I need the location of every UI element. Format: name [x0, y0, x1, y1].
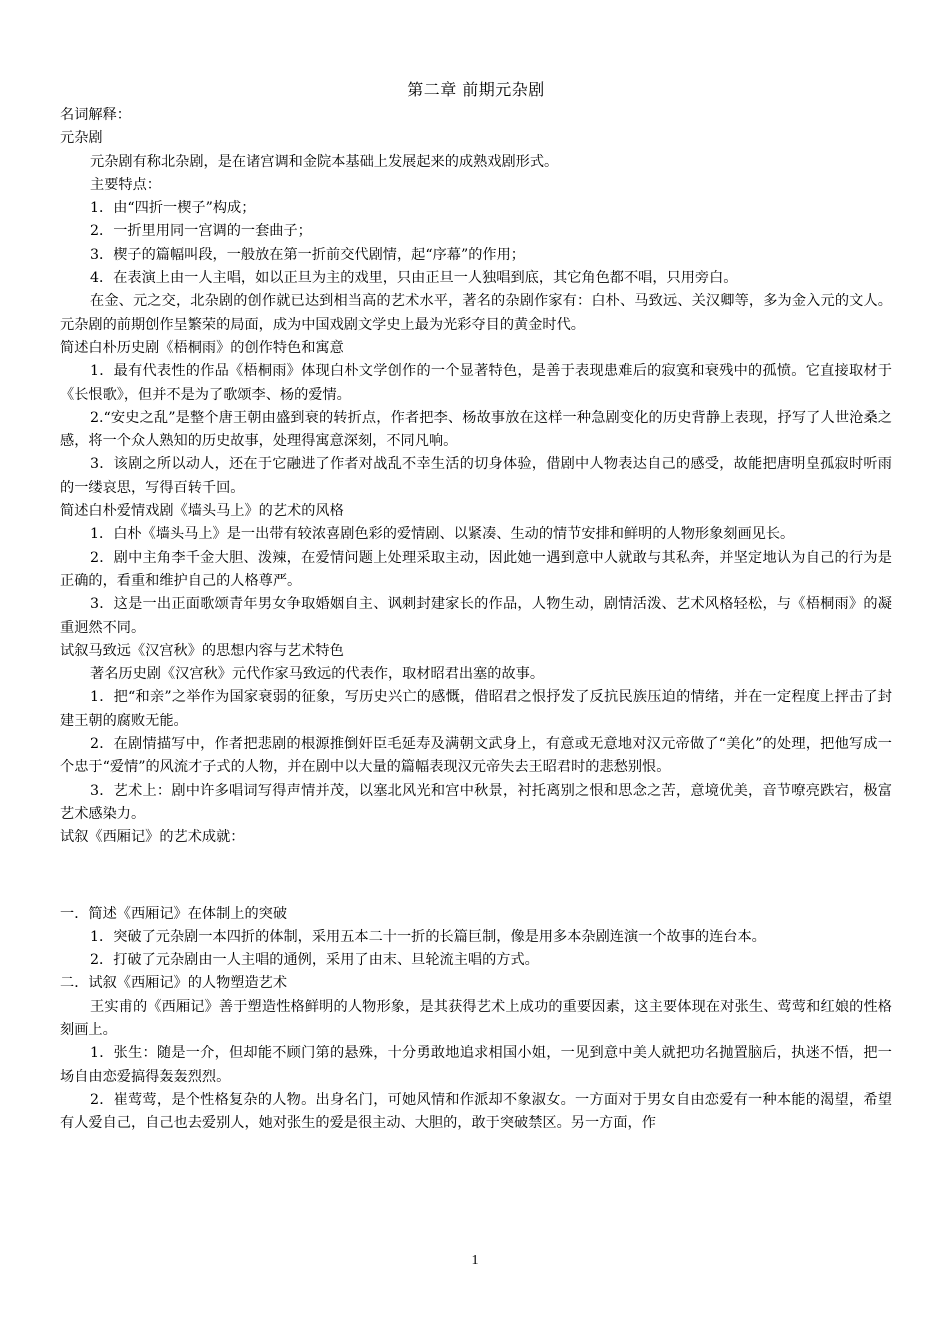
paragraph: 2.“安史之乱”是整个唐王朝由盛到衰的转折点，作者把李、杨故事放在这样一种急剧变化的历史背静上表现，抒写了人世沧桑之感，将一个众人熟知的历史故事，处理得寓意深刻，不同凡响。 [60, 409, 892, 450]
paragraph: 1．张生：随是一介，但却能不顾门第的悬殊，十分勇敢地追求相国小姐，一见到意中美人就把功名抛置脑后，执迷不悟，把一场自由恋爱搞得轰轰烈烈。 [60, 1045, 892, 1085]
paragraph: 王实甫的《西厢记》善于塑造性格鲜明的人物形象，是其获得艺术上成功的重要因素，这主要体现在对张生、莺莺和红娘的性格刻画上。 [60, 998, 892, 1038]
blank-line [60, 866, 892, 887]
paragraph: 2．打破了元杂剧由一人主唱的通例，采用了由末、旦轮流主唱的方式。 [90, 952, 539, 969]
section-heading: 试叙马致远《汉宫秋》的思想内容与艺术特色 [60, 642, 344, 659]
section-heading: 试叙《西厢记》的艺术成就： [60, 829, 245, 846]
section-heading: 简述白朴历史剧《梧桐雨》的创作特色和寓意 [60, 339, 344, 356]
paragraph: 在金、元之交，北杂剧的创作就已达到相当高的艺术水平，著名的杂剧作家有：白朴、马致远、关汉卿等，多为金入元的文人。元杂剧的前期创作呈繁荣的局面，成为中国戏剧文学史上最为光彩夺目的黄金时代。 [60, 293, 892, 333]
section-heading: 名词解释： [60, 107, 131, 123]
paragraph: 1．最有代表性的作品《梧桐雨》体现白朴文学创作的一个显著特色，是善于表现患难后的寂寞和衰残中的孤愤。它直接取材于《长恨歌》，但并不是为了歌颂李、杨的爱情。 [60, 363, 892, 403]
chapter-title: 第二章 前期元杂剧 [407, 80, 545, 99]
section-heading: 简述白朴爱情戏剧《墙头马上》的艺术的风格 [60, 503, 344, 520]
paragraph: 主要特点： [90, 176, 161, 193]
paragraph: 1．由“四折一楔子”构成； [90, 200, 256, 217]
paragraph: 2．在剧情描写中，作者把悲剧的根源推倒奸臣毛延寿及满朝文武身上，有意或无意地对汉元帝做了“美化”的处理，把他写成一个忠于“爱情”的风流才子式的人物，并在剧中以大量的篇幅表现汉元帝失去王昭君时的悲愁别恨。 [60, 736, 892, 776]
section-heading: 元杂剧 [60, 130, 103, 147]
paragraph: 著名历史剧《汉宫秋》元代作家马致远的代表作，取材昭君出塞的故事。 [90, 666, 545, 683]
paragraph: 3．楔子的篇幅叫段，一般放在第一折前交代剧情，起“序幕”的作用； [90, 246, 525, 263]
paragraph: 2．崔莺莺，是个性格复杂的人物。出身名门，可她风情和作派却不象淑女。一方面对于男女自由恋爱有一种本能的渴望，希望有人爱自己，自己也去爱别人，她对张生的爱是很主动、大胆的，敢于突破禁区。另一方面，作 [60, 1091, 892, 1132]
document-page [60, 78, 892, 1135]
paragraph: 4．在表演上由一人主唱，如以正旦为主的戏里，只由正旦一人独唱到底，其它角色都不唱，只用旁白。 [90, 270, 738, 287]
section-heading: 二．试叙《西厢记》的人物塑造艺术 [60, 975, 288, 992]
paragraph: 1．白朴《墙头马上》是一出带有较浓喜剧色彩的爱情剧、以紧凑、生动的情节安排和鲜明的人物形象刻画见长。 [90, 526, 795, 543]
page-number: 1 [471, 1253, 479, 1268]
section-heading: 一．简述《西厢记》在体制上的突破 [60, 905, 288, 922]
paragraph: 3．艺术上：剧中许多唱词写得声情并茂，以塞北风光和宫中秋景，衬托离别之恨和思念之苦，意境优美，音节嘹亮跌宕，极富艺术感染力。 [60, 782, 892, 822]
paragraph: 1．把“和亲”之举作为国家衰弱的征象，写历史兴亡的感慨，借昭君之恨抒发了反抗民族压迫的情绪，并在一定程度上抨击了封建王朝的腐败无能。 [60, 689, 892, 729]
paragraph: 1．突破了元杂剧一本四折的体制，采用五本二十一折的长篇巨制，像是用多本杂剧连演一个故事的连台本。 [90, 928, 766, 945]
paragraph: 3．这是一出正面歌颂青年男女争取婚姻自主、讽刺封建家长的作品，人物生动，剧情活泼、艺术风格轻松，与《梧桐雨》的凝重迥然不同。 [60, 596, 892, 636]
paragraph: 元杂剧有称北杂剧，是在诸宫调和金院本基础上发展起来的成熟戏剧形式。 [90, 153, 559, 170]
paragraph: 2．一折里用同一宫调的一套曲子； [90, 223, 312, 240]
document-body [60, 104, 892, 1135]
paragraph: 3．该剧之所以动人，还在于它融进了作者对战乱不幸生活的切身体验，借剧中人物表达自己的感受，故能把唐明皇孤寂时听雨的一缕哀思，写得百转千回。 [60, 456, 892, 496]
paragraph: 2．剧中主角李千金大胆、泼辣，在爱情问题上处理采取主动，因此她一遇到意中人就敢与其私奔，并坚定地认为自己的行为是正确的，看重和维护自己的人格尊严。 [60, 549, 892, 589]
